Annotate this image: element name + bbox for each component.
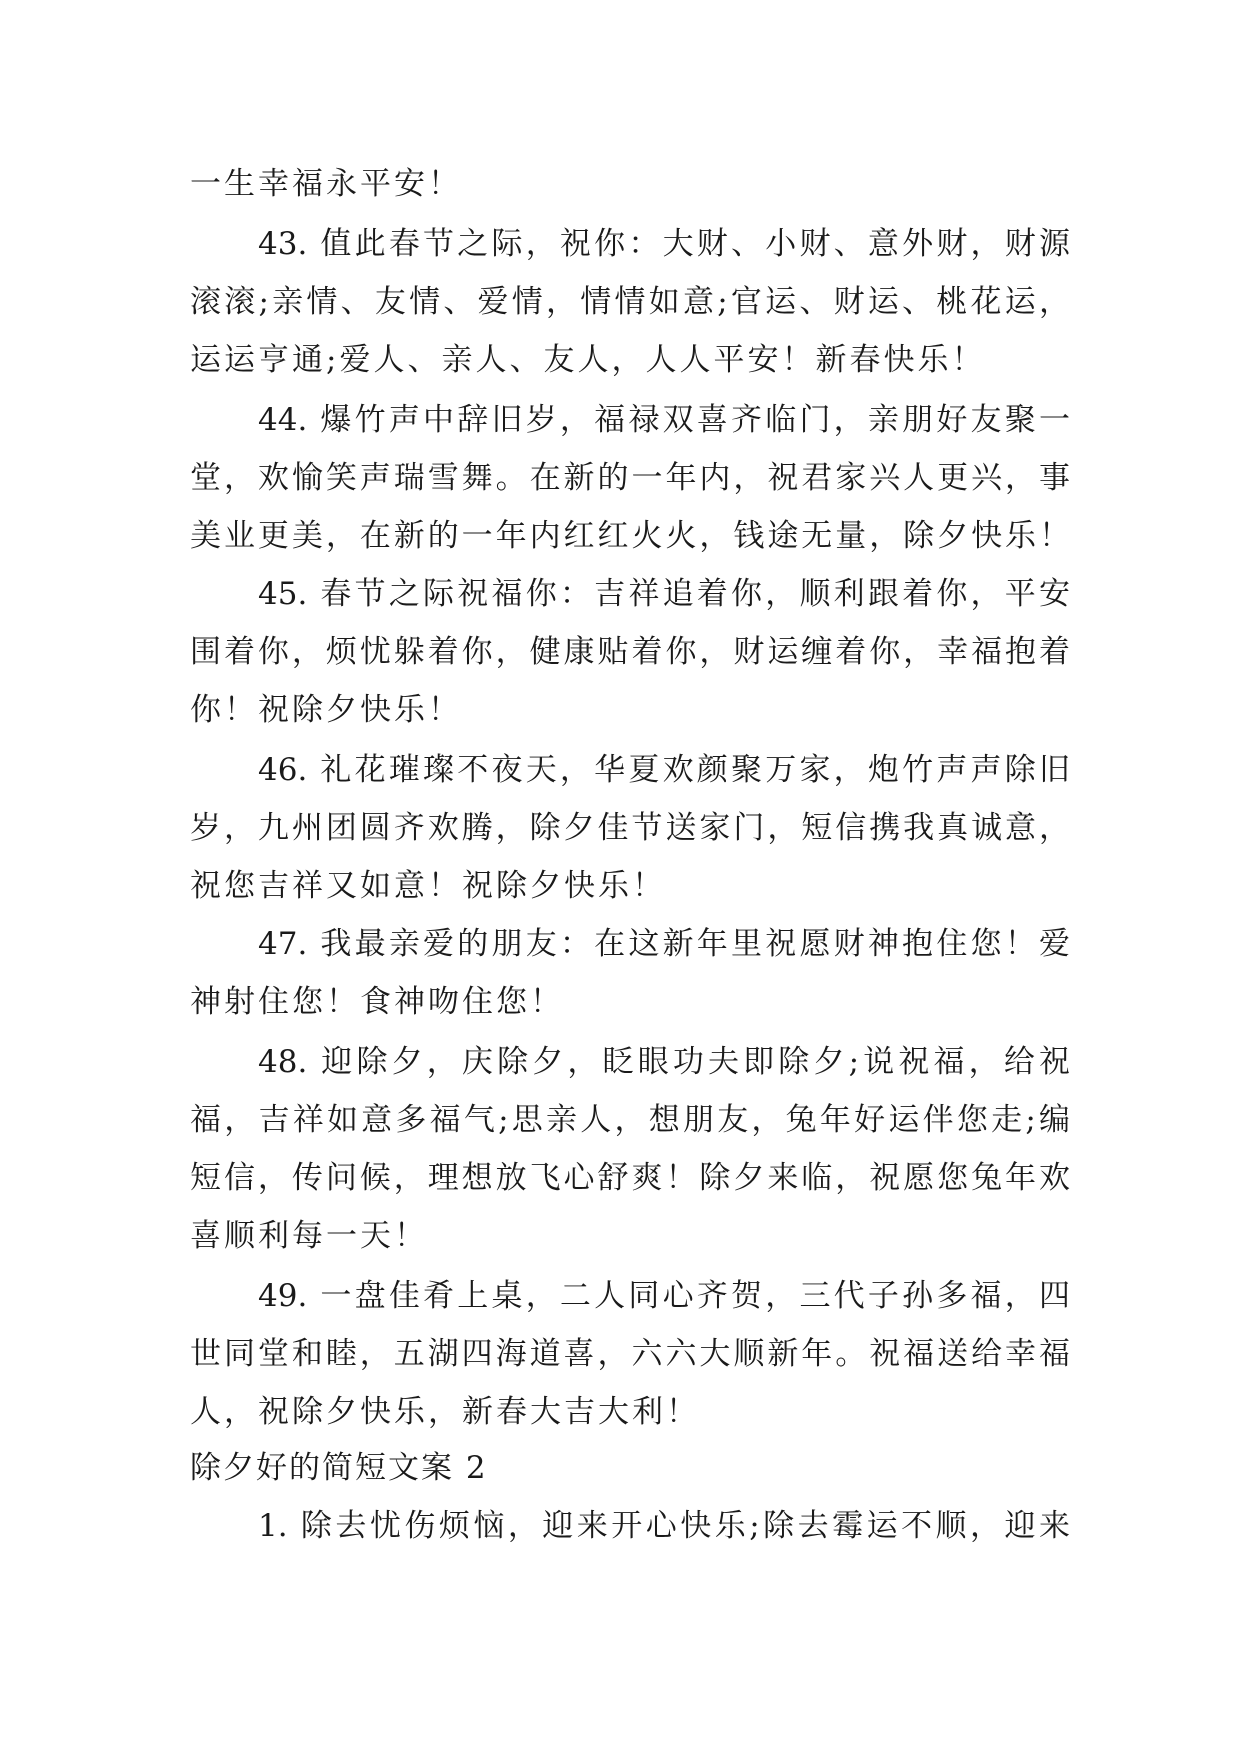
section-heading: 除夕好的简短文案 2 [190, 1450, 488, 1486]
item-44-line: 44. 爆竹声中辞旧岁，福禄双喜齐临门，亲朋好友聚一 [258, 402, 1070, 438]
text-line: 堂，欢愉笑声瑞雪舞。在新的一年内，祝君家兴人更兴，事 [190, 460, 1070, 496]
text-line: 岁，九州团圆齐欢腾，除夕佳节送家门，短信携我真诚意， [190, 810, 1070, 846]
item-1-line: 1. 除去忧伤烦恼，迎来开心快乐;除去霉运不顺，迎来 [258, 1508, 1070, 1544]
text-line: 运运亨通;爱人、亲人、友人，人人平安！新春快乐！ [190, 342, 986, 378]
item-47-line: 47. 我最亲爱的朋友：在这新年里祝愿财神抱住您！爱 [258, 926, 1070, 962]
item-46-line: 46. 礼花璀璨不夜天，华夏欢颜聚万家，炮竹声声除旧 [258, 752, 1070, 788]
item-45-line: 45. 春节之际祝福你：吉祥追着你，顺利跟着你，平安 [258, 576, 1070, 612]
text-line: 滚滚;亲情、友情、爱情，情情如意;官运、财运、桃花运， [190, 284, 1070, 320]
text-line: 喜顺利每一天！ [190, 1218, 428, 1254]
text-line: 美业更美，在新的一年内红红火火，钱途无量，除夕快乐！ [190, 518, 1070, 554]
item-48-line: 48. 迎除夕，庆除夕，眨眼功夫即除夕;说祝福，给祝 [258, 1044, 1070, 1080]
text-line: 围着你，烦忧躲着你，健康贴着你，财运缠着你，幸福抱着 [190, 634, 1070, 670]
text-line: 你！祝除夕快乐！ [190, 692, 462, 728]
text-line: 福，吉祥如意多福气;思亲人，想朋友，兔年好运伴您走;编 [190, 1102, 1070, 1138]
text-line: 一生幸福永平安！ [190, 166, 462, 202]
item-49-line: 49. 一盘佳肴上桌，二人同心齐贺，三代子孙多福，四 [258, 1278, 1070, 1314]
item-43-line: 43. 值此春节之际，祝你：大财、小财、意外财，财源 [258, 226, 1070, 262]
text-line: 世同堂和睦，五湖四海道喜，六六大顺新年。祝福送给幸福 [190, 1336, 1070, 1372]
text-line: 神射住您！食神吻住您！ [190, 984, 564, 1020]
text-line: 人，祝除夕快乐，新春大吉大利！ [190, 1394, 700, 1430]
text-line: 祝您吉祥又如意！祝除夕快乐！ [190, 868, 666, 904]
text-line: 短信，传问候，理想放飞心舒爽！除夕来临，祝愿您兔年欢 [190, 1160, 1070, 1196]
